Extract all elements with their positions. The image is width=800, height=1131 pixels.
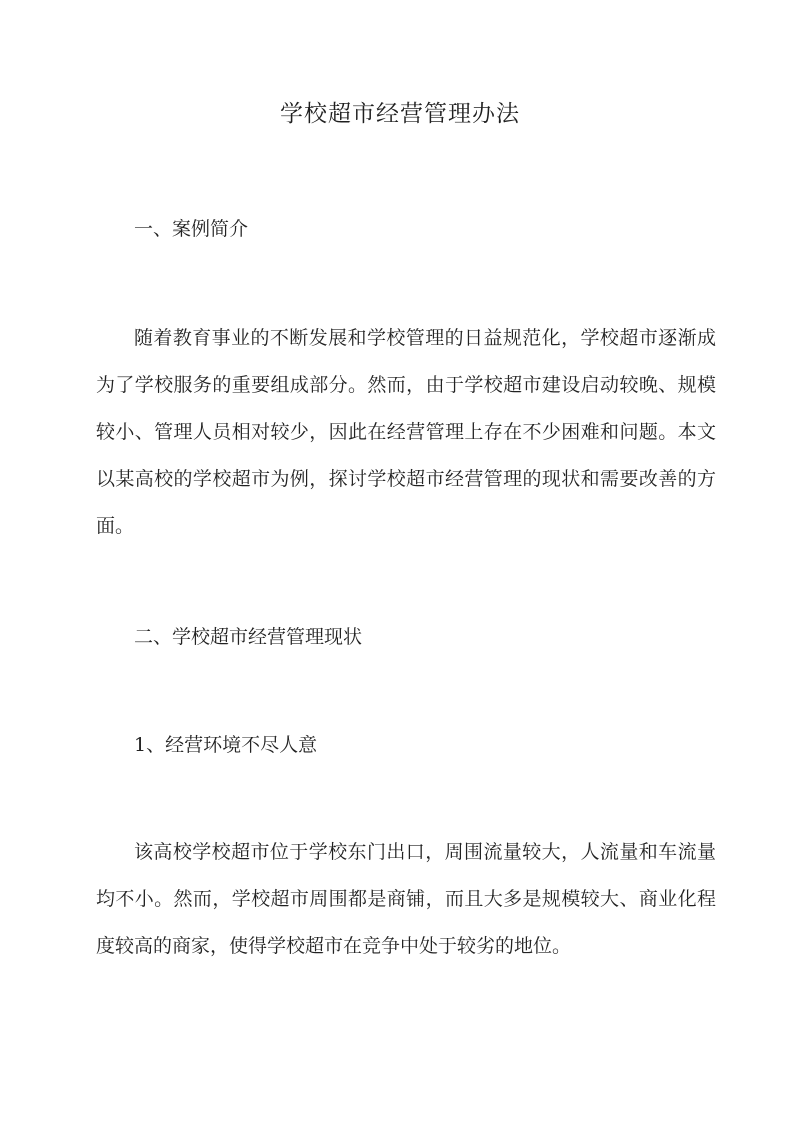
document-title: 学校超市经营管理办法 — [280, 101, 520, 127]
paragraph-environment: 该高校学校超市位于学校东门出口，周围流量较大，人流量和车流量均不小。然而，学校超市周围都是商铺，而且大多是规模较大、商业化程度较高的商家，使得学校超市在竞争中处于较劣的地位。 — [96, 841, 716, 957]
paragraph-intro: 随着教育事业的不断发展和学校管理的日益规范化，学校超市逐渐成为了学校服务的重要组成部分。然而，由于学校超市建设启动较晚、规模较小、管理人员相对较少，因此在经营管理上存在不少困难和问题。本文以某高校的学校超市为例，探讨学校超市经营管理的现状和需要改善的方面。 — [96, 327, 716, 537]
section-heading-intro: 一、案例简介 — [134, 218, 249, 240]
section-heading-status: 二、学校超市经营管理现状 — [134, 626, 363, 648]
subsection-heading-environment: 1、经营环境不尽人意 — [134, 734, 318, 756]
